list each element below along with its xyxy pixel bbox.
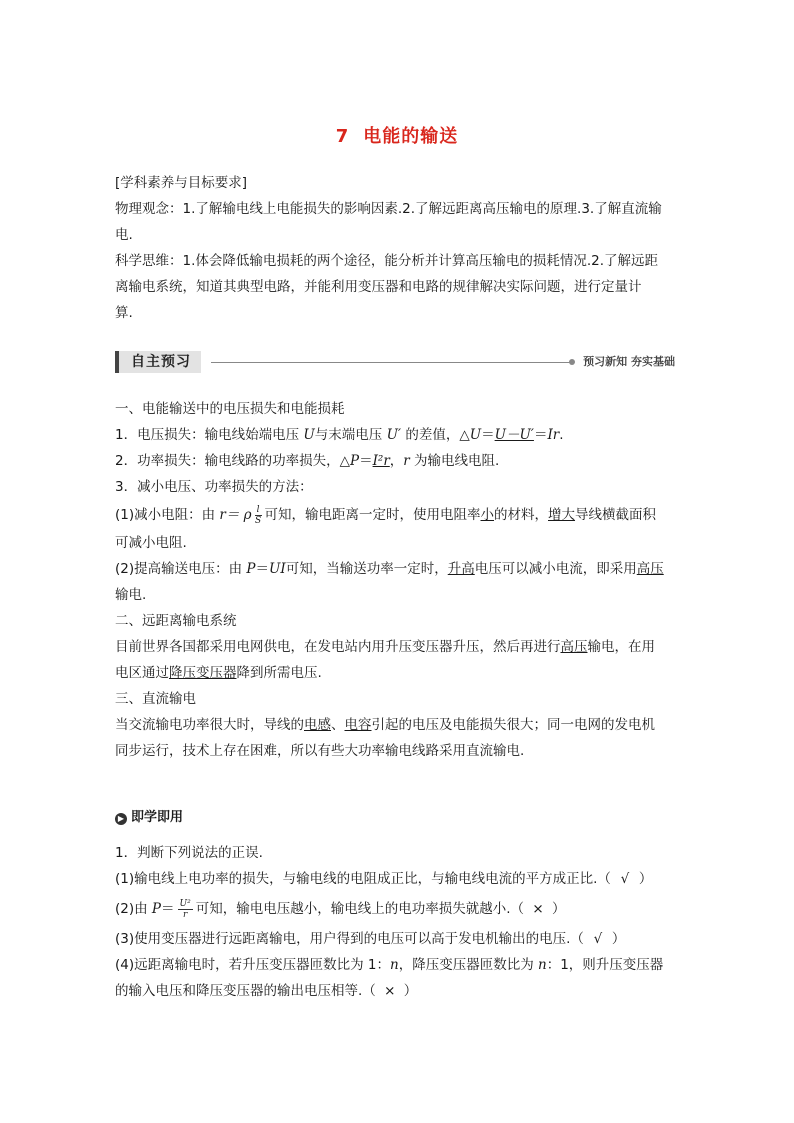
- fill-blank-high-voltage: 高压: [636, 561, 664, 577]
- banner-slogan: 预习新知 夯实基础: [583, 355, 675, 368]
- section1-heading: 一、电能输送中的电压损失和电能损耗: [115, 401, 345, 417]
- section2-heading: 二、远距离输电系统: [115, 613, 237, 629]
- physics-goal-line-2: 电.: [115, 227, 133, 243]
- science-goal-line-1: 科学思维：1.体会降低输电损耗的两个途径，能分析并计算高压输电的损耗情况.2.了解远距: [115, 253, 659, 269]
- statement-2: (2)由 P＝ $\frac{\text{U²}}{r}$ 可知，输电电压越小，输电线上的电功率损失就越小.（ × ）: [115, 892, 681, 926]
- fraction-u2-over-r: $\frac{\text{U²}}{r}$: [179, 898, 191, 920]
- section3-line-2: 同步运行，技术上存在困难，所以有些大功率输电线路采用直流输电.: [115, 743, 525, 759]
- fill-blank-inductance: 电感: [304, 717, 331, 733]
- fill-blank-voltage-loss: U－U′: [494, 427, 534, 443]
- method-reduce-resistance: (1)减小电阻：由 r＝ ρ $\frac{l}{S}$ 可知，输电距离一定时，使用电阻率小的材料，增大导线横截面积: [115, 504, 657, 526]
- check-mark: √: [620, 871, 630, 887]
- play-icon: ▶: [115, 813, 127, 825]
- practice-heading: [115, 808, 183, 828]
- page-title: [0, 122, 794, 148]
- section2-line-1: 目前世界各国都采用电网供电，在发电站内用升压变压器升压，然后再进行高压输电，在用: [115, 639, 655, 655]
- practice-label: 即学即用: [131, 810, 184, 825]
- goals-heading: [学科素养与目标要求]: [115, 175, 248, 191]
- fill-blank-raise: 升高: [447, 561, 475, 577]
- statement-1: (1)输电线上电功率的损失，与输电线的电阻成正比，与输电线电流的平方成正比.（ √ ）: [115, 866, 681, 892]
- fill-blank-resistivity: 小: [480, 507, 495, 523]
- question-heading: 1．判断下列说法的正误.: [115, 845, 263, 861]
- method-raise-voltage: (2)提高输送电压：由 P＝UI可知，当输送功率一定时，升高电压可以减小电流，即采用高压: [115, 561, 664, 577]
- methods-line: 3．减小电压、功率损失的方法：: [115, 479, 313, 495]
- banner-label: 自主预习: [115, 351, 201, 373]
- science-goal-line-2: 离输电系统，知道其典型电路，并能利用变压器和电路的规律解决实际问题，进行定量计: [115, 279, 642, 295]
- fill-blank-step-down: 降压变压器: [169, 665, 237, 681]
- statement-4: (4)远距离输电时，若升压变压器匝数比为 1：n，降压变压器匝数比为 n：1，则升压变压器: [115, 957, 664, 973]
- voltage-loss-line: 1．电压损失：输电线始端电压 U与末端电压 U′ 的差值，△U＝U－U′＝Ir.: [115, 427, 564, 443]
- physics-goal-line-1: 物理观念：1.了解输电线上电能损失的影响因素.2.了解远距离高压输电的原理.3.了解直流输: [115, 201, 662, 217]
- chapter-number: 7: [335, 126, 350, 147]
- cross-mark: ×: [532, 901, 544, 917]
- fill-blank-high-voltage-2: 高压: [560, 639, 588, 655]
- section3-line-1: 当交流输电功率很大时，导线的电感、电容引起的电压及电能损失很大；同一电网的发电机: [115, 717, 655, 733]
- fraction-l-over-s: $\frac{l}{S}$: [254, 504, 262, 526]
- section3-heading: 三、直流输电: [115, 691, 196, 707]
- fill-blank-power-loss: I²r: [372, 453, 390, 469]
- science-goal-line-3: 算.: [115, 305, 133, 321]
- practice-content: [115, 840, 681, 1004]
- statement-3: (3)使用变压器进行远距离输电，用户得到的电压可以高于发电机输出的电压.（ √ ）: [115, 926, 681, 952]
- method-raise-voltage-line-2: 输电.: [115, 587, 147, 603]
- fill-blank-increase: 增大: [548, 507, 576, 523]
- goals-block: [115, 170, 681, 326]
- method-reduce-resistance-line-2: 可减小电阻.: [115, 535, 187, 551]
- banner-rule: [211, 362, 571, 363]
- power-loss-line: 2．功率损失：输电线路的功率损失，△P＝I²r，r 为输电线电阻.: [115, 453, 500, 469]
- fill-blank-capacitance: 电容: [344, 717, 372, 733]
- section2-line-2: 电区通过降压变压器降到所需电压.: [115, 665, 322, 681]
- statement-4-line-2: 的输入电压和降压变压器的输出电压相等.（ × ）: [115, 978, 681, 1004]
- preview-content: [115, 396, 681, 764]
- cross-mark: ×: [384, 983, 396, 999]
- banner-dot: [569, 359, 575, 365]
- chapter-title: 电能的输送: [363, 126, 459, 147]
- section-banner: [115, 351, 681, 373]
- check-mark: √: [593, 931, 603, 947]
